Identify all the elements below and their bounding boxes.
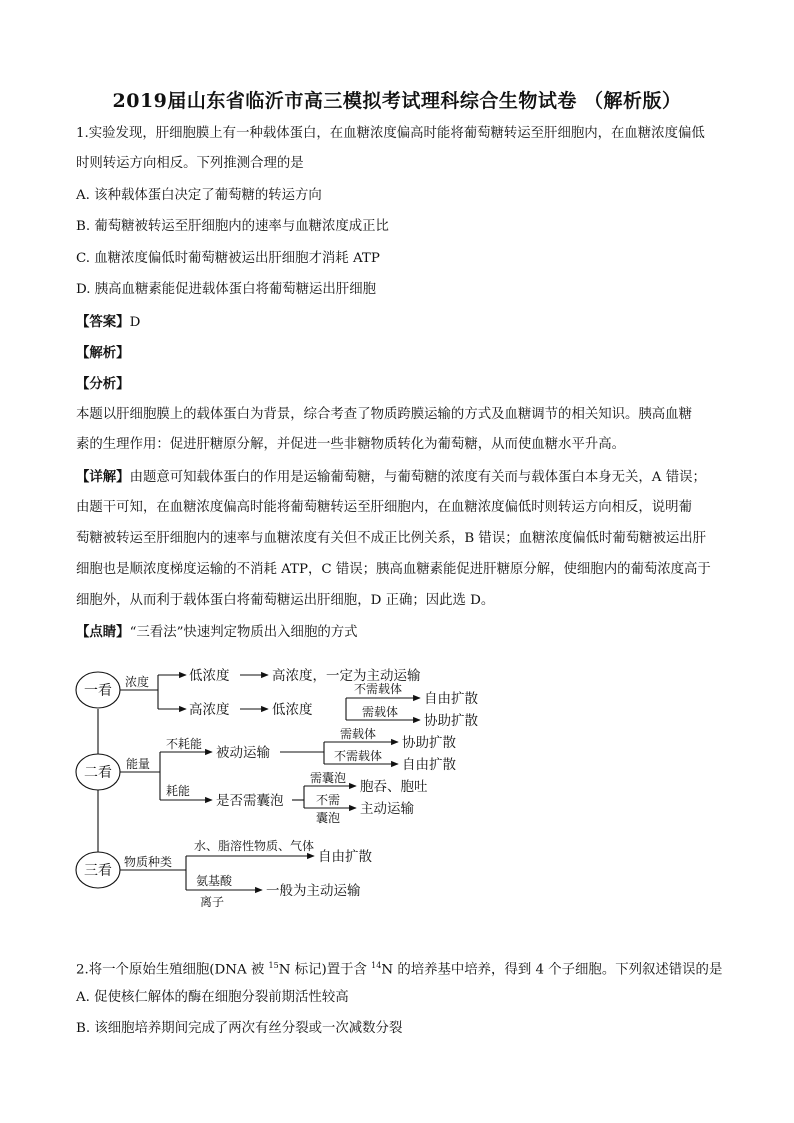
nengliang-label: 能量	[126, 757, 151, 771]
q1-option-a: A. 该种载体蛋白决定了葡萄糖的转运方向	[76, 188, 322, 203]
xu-zaiti-label: 需载体	[362, 705, 399, 719]
q1-option-d: D. 胰高血糖素能促进载体蛋白将葡萄糖运出肝细胞	[76, 282, 376, 297]
shifou-label: 是否需囊泡	[216, 793, 284, 809]
nongdu-label: 浓度	[125, 675, 150, 689]
bu-xu-label: 不需	[316, 793, 341, 807]
anjisuan-label: 氨基酸	[196, 874, 233, 888]
q1-xiangjie-line3: 萄糖被转运至肝细胞内的速率与血糖浓度有关但不成正比例关系，B 错误；血糖浓度偏低时葡萄糖被运出肝	[76, 531, 707, 546]
q1-option-b: B. 葡萄糖被转运至肝细胞内的速率与血糖浓度成正比	[76, 219, 389, 234]
q2-stem	[76, 956, 736, 980]
q1-fenxi-line1: 本题以肝细胞膜上的载体蛋白为背景，综合考查了物质跨膜运输的方式及血糖调节的相关知识。胰高血糖	[76, 407, 692, 422]
bu-xu-zaiti-label: 不需载体	[354, 682, 403, 696]
haoneng-label: 耗能	[166, 784, 191, 798]
bu-haoneng-label: 不耗能	[166, 737, 203, 751]
q1-xiangjie-line2: 由题干可知，在血糖浓度偏高时能将葡萄糖转运至肝细胞内，在血糖浓度偏低时则转运方向相反，说明葡	[76, 500, 692, 515]
ziyou-kuosan3-label: 自由扩散	[318, 849, 372, 865]
q1-jiexi-tag	[76, 343, 736, 364]
dianjing-text: “三看法”快速判定物质出入细胞的方式	[129, 625, 358, 640]
jiexi-tag: 【解析】	[76, 345, 130, 361]
gao-result-label: 高浓度，一定为主动运输	[272, 668, 421, 684]
san-label: 三看	[84, 863, 112, 879]
q1-option-c: C. 血糖浓度偏低时葡萄糖被运出肝细胞才消耗 ATP	[76, 251, 380, 266]
q2-option-a: A. 促使核仁解体的酶在细胞分裂前期活性较高	[76, 990, 349, 1005]
q2-sup2: 14	[371, 961, 382, 970]
q2-stem-pre: 2.将一个原始生殖细胞(DNA 被	[76, 962, 269, 978]
er-label: 二看	[84, 765, 112, 781]
page-title: 2019届山东省临沂市高三模拟考试理科综合生物试卷 （解析版）	[112, 90, 682, 112]
lizi-label: 离子	[200, 895, 225, 909]
xu-nangpao-label: 需囊泡	[310, 771, 347, 785]
three-look-diagram	[0, 650, 794, 920]
xiezhu-kuosan-label: 协助扩散	[424, 713, 478, 729]
baotun-label: 胞吞、胞吐	[360, 779, 428, 795]
bu-xu-zaiti2-label: 不需载体	[334, 749, 383, 763]
q1-stem-line1: 1.实验发现，肝细胞膜上有一种载体蛋白，在血糖浓度偏高时能将葡萄糖转运至肝细胞内，在血糖浓度偏低	[76, 126, 705, 141]
zhudong-label: 主动运输	[360, 801, 414, 817]
xu-zaiti2-label: 需载体	[340, 727, 377, 741]
ziyou-kuosan2-label: 自由扩散	[402, 757, 456, 773]
q1-stem-line2: 时则转运方向相反。下列推测合理的是	[76, 156, 304, 171]
q1-fenxi-tag	[76, 374, 736, 395]
answer-value: D	[129, 315, 141, 330]
q1-xiangjie-line4: 细胞也是顺浓度梯度运输的不消耗 ATP，C 错误；胰高血糖素能促进肝糖原分解，使细胞内的葡萄浓度高于	[76, 562, 711, 577]
yi-label: 一看	[84, 683, 112, 699]
fenxi-tag: 【分析】	[76, 376, 130, 392]
wuzhi-label: 物质种类	[124, 855, 173, 869]
shui-zhirong-label: 水、脂溶性物质、气体	[194, 839, 315, 853]
di-nongdu-label: 低浓度	[189, 668, 230, 684]
di-nongdu2-label: 低浓度	[272, 702, 313, 718]
q1-answer	[76, 312, 736, 333]
q2-stem-post: N 的培养基中培养，得到 4 个子细胞。下列叙述错误的是	[381, 962, 723, 978]
xiezhu-kuosan2-label: 协助扩散	[402, 735, 456, 751]
q1-xiangjie-line5: 细胞外，从而利于载体蛋白将葡萄糖运出肝细胞，D 正确；因此选 D。	[76, 593, 495, 608]
yiban-label: 一般为主动运输	[266, 883, 361, 899]
gao-nongdu-label: 高浓度	[189, 702, 230, 718]
dianjing-tag: 【点睛】	[76, 624, 130, 640]
ziyou-kuosan-label: 自由扩散	[424, 691, 478, 707]
q2-option-b: B. 该细胞培养期间完成了两次有丝分裂或一次减数分裂	[76, 1021, 403, 1036]
xiangjie-text1: 由题意可知载体蛋白的作用是运输葡萄糖，与葡萄糖的浓度有关而与载体蛋白本身无关，A 错误；	[129, 470, 706, 485]
nangpao-label: 囊泡	[316, 811, 341, 825]
q2-stem-mid: N 标记)置于含	[278, 962, 372, 978]
q1-fenxi-line2: 素的生理作用：促进肝糖原分解，并促进一些非糖物质转化为葡萄糖，从而使血糖水平升高。	[76, 437, 626, 452]
q1-xiangjie-line1	[76, 467, 736, 488]
q2-sup1: 15	[268, 961, 279, 970]
beidong-label: 被动运输	[216, 745, 270, 761]
xiangjie-tag: 【详解】	[76, 469, 130, 485]
q1-dianjing	[76, 622, 736, 643]
answer-tag: 【答案】	[76, 314, 130, 330]
